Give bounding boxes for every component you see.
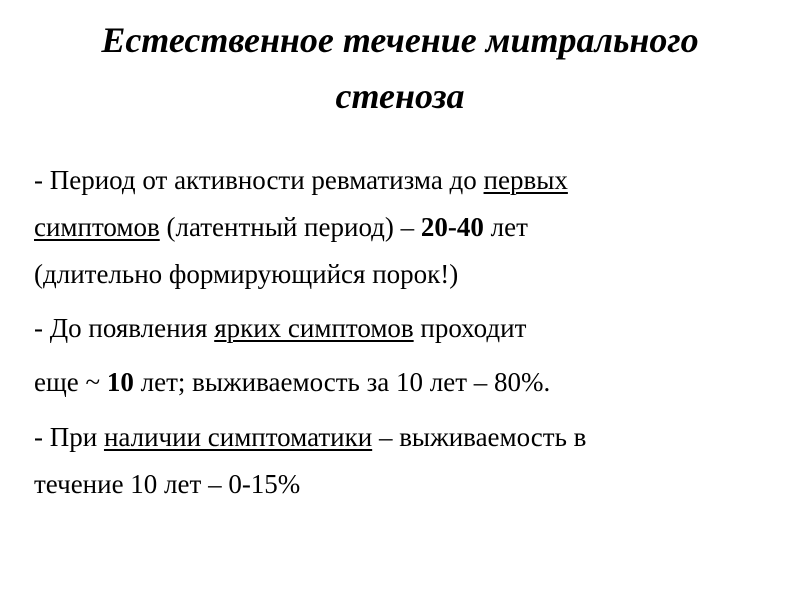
text-segment: (длительно формирующийся порок!) [34,259,459,289]
text-segment: - Период от активности ревматизма до [34,165,484,195]
text-segment: - До появления [34,313,215,343]
slide-body [34,157,774,508]
text-segment: еще ~ [34,367,107,397]
title-line-1: Естественное течение митрального [101,20,699,60]
text-line [34,461,774,508]
bold-value: 10 [106,367,134,397]
text-segment: лет; выживаемость за 10 лет – 80%. [133,367,551,397]
text-segment: – выживаемость в [372,422,587,452]
text-line [34,204,774,251]
underlined-text: симптомов [34,212,160,242]
paragraph-symptomatic [34,414,774,508]
text-line [34,251,774,298]
underlined-text: наличии симптоматики [103,422,373,452]
slide-title [20,12,780,124]
text-segment: проходит [413,313,527,343]
paragraph-latent-period [34,157,774,298]
text-line [34,414,774,461]
text-segment: течение 10 лет – 0-15% [34,469,301,499]
bold-value: 20-40 [420,212,484,242]
text-segment: (латентный период) – [159,212,421,242]
underlined-text: ярких симптомов [214,313,414,343]
text-segment: - При [34,422,104,452]
paragraph-bright-symptoms [34,305,774,406]
underlined-text: первых [483,165,568,195]
text-line [34,157,774,204]
text-line [34,305,774,352]
title-line-2: стеноза [335,76,465,116]
text-line [34,359,774,406]
text-segment: лет [483,212,528,242]
